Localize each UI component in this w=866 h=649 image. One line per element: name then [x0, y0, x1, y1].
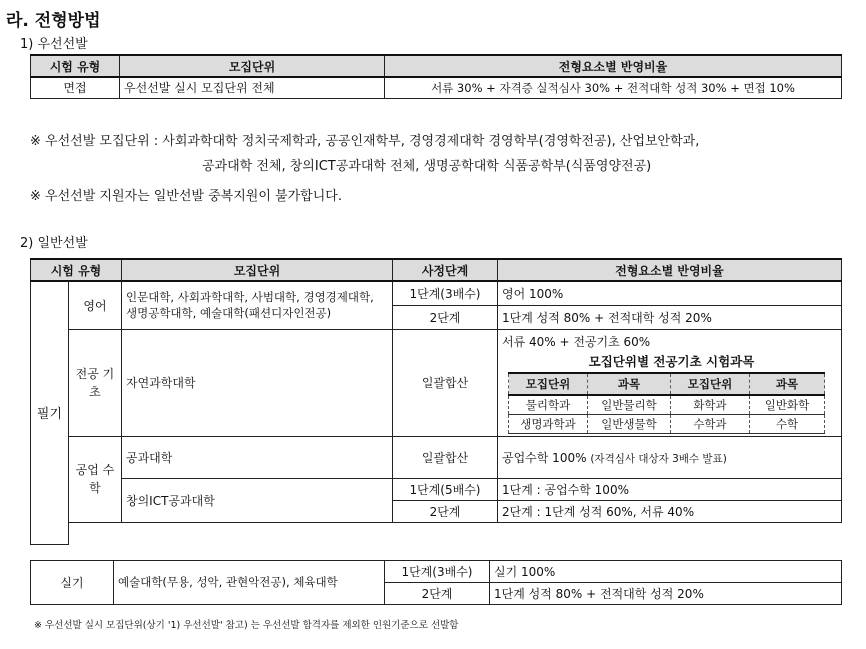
inner-cell: 일반물리학: [588, 395, 671, 415]
cell-math-ratio-a: 1단계 : 공업수학 100%: [498, 478, 842, 500]
cell-eng-ratio1: 영어 100%: [498, 281, 842, 305]
header-type: 시험 유형: [31, 55, 120, 77]
cell-math-ratio1: [498, 436, 842, 478]
cell-written: 필기: [31, 281, 69, 544]
cell-eng-stage1: 1단계(3배수): [393, 281, 498, 305]
cell-ratio: 서류 30% + 자격증 실적심사 30% + 전적대학 성적 30% + 면접 10%: [385, 77, 842, 98]
header-stage: 사정단계: [393, 259, 498, 281]
major-ratio-text: 서류 40% + 전공기초 60%: [502, 334, 651, 349]
cell-major-unit: 자연과학대학: [122, 329, 393, 436]
inner-header-subject: 과목: [750, 373, 825, 395]
header-ratio: 전형요소별 반영비율: [498, 259, 842, 281]
cell-practical-type: 실기: [31, 561, 114, 605]
cell-eng-stage2: 2단계: [393, 305, 498, 329]
section2-title: 2) 일반선발: [20, 236, 88, 251]
math-ratio-text: 공업수학 100%: [502, 450, 587, 465]
cell-unit: 우선선발 실시 모집단위 전체: [120, 77, 385, 98]
cell-eng-type: 영어: [68, 281, 121, 329]
cell-math-unit2: 창의ICT공과대학: [122, 478, 393, 522]
note-no-duplicate: ※ 우선선발 지원자는 일반선발 중복지원이 불가합니다.: [30, 189, 342, 204]
header-unit: 모집단위: [122, 259, 393, 281]
general-table: [30, 258, 842, 545]
cell-math-stage-a: 1단계(5배수): [393, 478, 498, 500]
header-unit: 모집단위: [120, 55, 385, 77]
priority-table: [30, 54, 842, 99]
inner-cell: 화학과: [671, 395, 750, 415]
inner-cell: 수학과: [671, 414, 750, 433]
note-priority-units-cont: 공과대학 전체, 창의ICT공과대학 전체, 생명공학대학 식품공학부(식품영양전공): [202, 159, 652, 174]
math-ratio-note: (자격심사 대상자 3배수 발표): [590, 452, 727, 465]
cell-eng-ratio2: 1단계 성적 80% + 전적대학 성적 20%: [498, 305, 842, 329]
cell-math-stage1: 일괄합산: [393, 436, 498, 478]
inner-cell: 수학: [750, 414, 825, 433]
cell-math-ratio-b: 2단계 : 1단계 성적 60%, 서류 40%: [498, 500, 842, 522]
inner-cell: 일반생물학: [588, 414, 671, 433]
cell-major-ratio: [498, 329, 842, 436]
inner-header-subject: 과목: [588, 373, 671, 395]
inner-cell: 물리학과: [509, 395, 588, 415]
inner-cell: 일반화학: [750, 395, 825, 415]
inner-header-unit: 모집단위: [509, 373, 588, 395]
cell-practical-stage2: 2단계: [385, 583, 490, 605]
cell-major-stage: 일괄합산: [393, 329, 498, 436]
cell-math-stage-b: 2단계: [393, 500, 498, 522]
inner-header-unit: 모집단위: [671, 373, 750, 395]
cell-math-unit1: 공과대학: [122, 436, 393, 478]
practical-table: [30, 560, 842, 605]
cell-type: 면접: [31, 77, 120, 98]
inner-row: [509, 414, 825, 433]
inner-row: [509, 395, 825, 415]
cell-practical-stage1: 1단계(3배수): [385, 561, 490, 583]
note-priority-units: ※ 우선선발 모집단위 : 사회과학대학 정치국제학과, 공공인재학부, 경영경제대학 경영학부(경영학전공), 산업보안학과,: [30, 134, 700, 149]
cell-math-type: 공업 수학: [68, 436, 121, 522]
section1-title: 1) 우선선발: [20, 37, 88, 52]
footnote: ※ 우선선발 실시 모집단위(상기 '1) 우선선발' 참고) 는 우선선발 합격자를 제외한 인원기준으로 선발함: [34, 620, 459, 631]
cell-practical-unit: 예술대학(무용, 성악, 관현악전공), 체육대학: [114, 561, 385, 605]
cell-eng-unit: 인문대학, 사회과학대학, 사범대학, 경영경제대학, 생명공학대학, 예술대학(패션디자인전공): [122, 281, 393, 329]
header-type: 시험 유형: [31, 259, 122, 281]
inner-cell: 생명과학과: [509, 414, 588, 433]
cell-practical-ratio2: 1단계 성적 80% + 전적대학 성적 20%: [490, 583, 842, 605]
header-ratio: 전형요소별 반영비율: [385, 55, 842, 77]
inner-subject-table: [508, 372, 825, 434]
page-title: 라. 전형방법: [6, 11, 101, 31]
inner-table-title: 모집단위별 전공기초 시험과목: [588, 353, 755, 369]
cell-practical-ratio1: 실기 100%: [490, 561, 842, 583]
cell-major-type: 전공 기초: [68, 329, 121, 436]
